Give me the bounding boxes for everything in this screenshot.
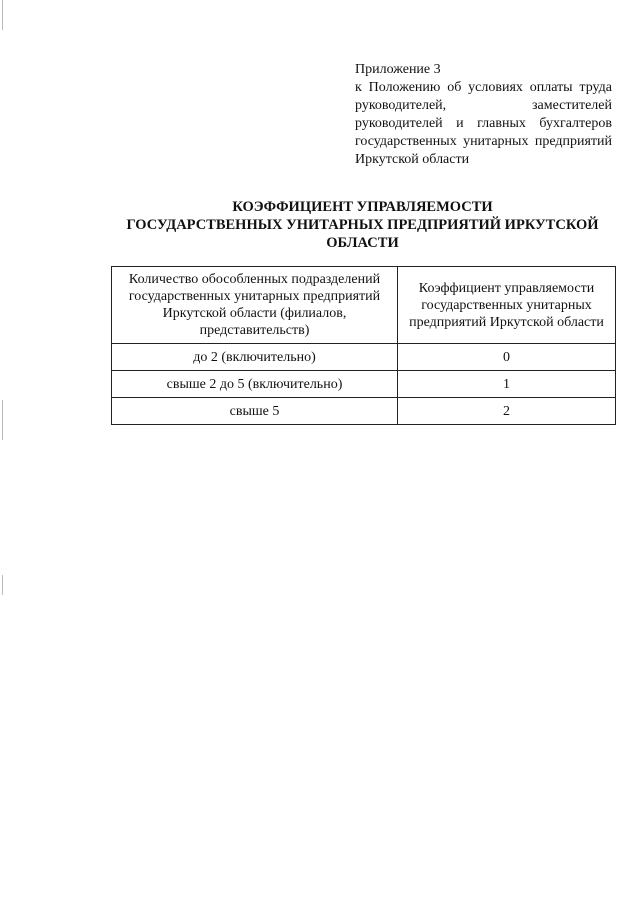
scan-mark	[2, 575, 3, 595]
table-header-row	[112, 267, 616, 344]
column-header-subdivisions: Количество обособленных подразделений государственных унитарных предприятий Иркутской области (филиалов, представительств)	[112, 267, 398, 344]
cell-subdivisions: свыше 5	[112, 398, 398, 425]
title-line-1: КОЭФФИЦИЕНТ УПРАВЛЯЕМОСТИ	[232, 199, 493, 215]
title-line-3: ОБЛАСТИ	[326, 235, 399, 251]
table-row	[112, 344, 616, 371]
table-row	[112, 398, 616, 425]
document-title	[110, 198, 615, 252]
cell-subdivisions: до 2 (включительно)	[112, 344, 398, 371]
cell-coefficient: 0	[398, 344, 616, 371]
appendix-heading: Приложение 3	[355, 62, 441, 77]
scan-mark	[2, 400, 3, 440]
cell-coefficient: 1	[398, 371, 616, 398]
table-row	[112, 371, 616, 398]
title-line-2: ГОСУДАРСТВЕННЫХ УНИТАРНЫХ ПРЕДПРИЯТИЙ ИРКУТСКОЙ	[126, 217, 599, 233]
cell-coefficient: 2	[398, 398, 616, 425]
column-header-coefficient: Коэффициент управляемости государственных унитарных предприятий Иркутской области	[398, 267, 616, 344]
appendix-note	[355, 61, 612, 169]
cell-subdivisions: свыше 2 до 5 (включительно)	[112, 371, 398, 398]
appendix-body: к Положению об условиях оплаты труда руководителей, заместителей руководителей и главных бухгалтеров государственных унитарных предприятий Иркутской области	[355, 80, 612, 167]
scan-mark	[2, 0, 3, 30]
coefficient-table	[111, 266, 616, 425]
